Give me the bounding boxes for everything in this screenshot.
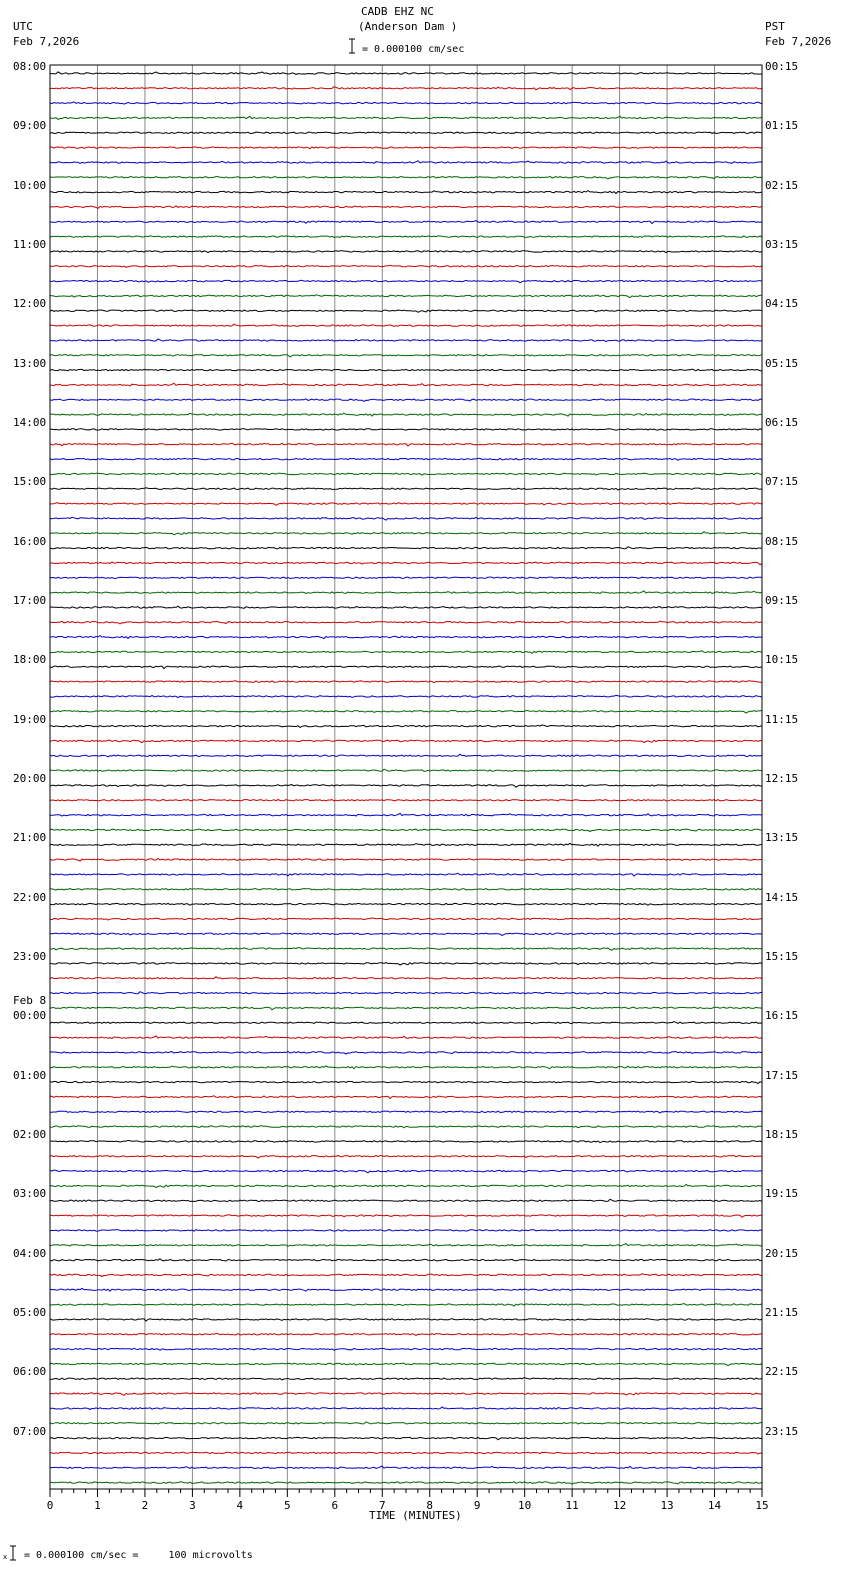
seismic-trace	[50, 800, 762, 801]
pst-hour-label: 23:15	[765, 1425, 799, 1438]
seismic-trace	[50, 577, 762, 578]
seismic-trace	[50, 1199, 762, 1201]
seismic-trace	[50, 251, 762, 253]
seismic-trace	[50, 221, 762, 224]
seismic-trace	[50, 1111, 762, 1113]
seismic-trace	[50, 785, 762, 788]
seismic-trace	[50, 562, 762, 565]
seismic-trace	[50, 1259, 762, 1261]
seismic-trace	[50, 399, 762, 402]
x-tick-label: 6	[331, 1499, 339, 1512]
pst-hour-label: 14:15	[765, 891, 799, 904]
seismic-trace	[50, 1437, 762, 1439]
seismic-trace	[50, 161, 762, 164]
seismic-trace	[50, 1081, 762, 1083]
seismic-trace	[50, 948, 762, 951]
utc-hour-label: 08:00	[13, 60, 47, 73]
utc-hour-label: 20:00	[13, 772, 47, 785]
pst-hour-label: 15:15	[765, 950, 799, 963]
seismic-trace	[50, 695, 762, 697]
seismic-trace	[50, 711, 762, 714]
x-tick-label: 9	[473, 1499, 481, 1512]
left-time-zone: UTC	[13, 20, 33, 33]
seismic-trace	[50, 918, 762, 920]
x-tick-label: 3	[189, 1499, 196, 1512]
seismic-trace	[50, 339, 762, 342]
seismic-trace	[50, 889, 762, 891]
utc-hour-label: 00:00	[13, 1009, 47, 1022]
x-tick-label: 0	[46, 1499, 54, 1512]
seismic-trace	[50, 383, 762, 386]
pst-hour-label: 08:15	[765, 535, 799, 548]
x-tick-label: 12	[612, 1499, 627, 1512]
pst-hour-label: 18:15	[765, 1128, 799, 1141]
seismic-trace	[50, 1036, 762, 1039]
seismic-trace	[50, 606, 762, 608]
seismic-trace	[50, 176, 762, 179]
x-tick-label: 13	[660, 1499, 674, 1512]
seismic-trace	[50, 369, 762, 371]
pst-hour-label: 09:15	[765, 594, 799, 607]
x-tick-label: 1	[94, 1499, 101, 1512]
seismic-trace	[50, 147, 762, 149]
pst-hour-label: 16:15	[765, 1009, 799, 1022]
pst-hour-label: 11:15	[765, 713, 799, 726]
utc-hour-label: 01:00	[13, 1069, 47, 1082]
seismic-trace	[50, 1096, 762, 1099]
pst-hour-label: 17:15	[765, 1069, 799, 1082]
seismic-trace	[50, 1407, 762, 1410]
seismic-trace	[50, 1066, 762, 1069]
pst-hour-label: 01:15	[765, 119, 799, 132]
x-tick-label: 4	[236, 1499, 244, 1512]
svg-text:x: x	[3, 1553, 8, 1561]
pst-hour-label: 20:15	[765, 1247, 799, 1260]
seismic-trace	[50, 873, 762, 876]
seismic-trace	[50, 754, 762, 757]
seismic-trace	[50, 1319, 762, 1321]
left-start-date: Feb 7,2026	[13, 35, 80, 48]
seismic-trace	[50, 1348, 762, 1350]
x-tick-label: 8	[426, 1499, 434, 1512]
scale-label: = 0.000100 cm/sec	[362, 44, 465, 55]
seismic-trace	[50, 1482, 762, 1485]
utc-hour-label: 19:00	[13, 713, 47, 726]
scale-bar-icon	[348, 38, 356, 54]
seismic-trace	[50, 429, 762, 430]
seismic-trace	[50, 473, 762, 475]
seismic-trace	[50, 1170, 762, 1173]
seismic-trace	[50, 413, 762, 416]
seismic-trace	[50, 132, 762, 134]
seismic-trace	[50, 681, 762, 683]
seismic-trace	[50, 191, 762, 194]
seismic-trace	[50, 769, 762, 771]
x-tick-label: 15	[755, 1499, 769, 1512]
seismic-trace	[50, 355, 762, 357]
seismic-trace	[50, 843, 762, 846]
seismic-trace	[50, 963, 762, 965]
utc-hour-label: 22:00	[13, 891, 47, 904]
seismic-trace	[50, 621, 762, 624]
seismic-trace	[50, 903, 762, 905]
seismic-trace	[50, 1184, 762, 1187]
pst-hour-label: 00:15	[765, 60, 799, 73]
seismic-trace	[50, 1215, 762, 1218]
seismic-trace	[50, 1422, 762, 1424]
x-tick-label: 11	[565, 1499, 579, 1512]
seismic-trace	[50, 1304, 762, 1307]
seismic-trace	[50, 265, 762, 267]
seismic-trace	[50, 295, 762, 298]
seismic-trace	[50, 725, 762, 727]
x-tick-label: 7	[378, 1499, 386, 1512]
seismic-trace	[50, 1452, 762, 1454]
pst-hour-label: 02:15	[765, 179, 799, 192]
seismic-trace	[50, 651, 762, 654]
utc-hour-label: 16:00	[13, 535, 47, 548]
seismic-trace	[50, 591, 762, 594]
utc-hour-label: 10:00	[13, 179, 47, 192]
seismic-trace	[50, 666, 762, 668]
x-tick-label: 2	[141, 1499, 149, 1512]
utc-hour-label: 14:00	[13, 416, 47, 429]
utc-hour-label: 03:00	[13, 1187, 47, 1200]
seismic-trace	[50, 992, 762, 995]
seismic-trace	[50, 1334, 762, 1336]
seismic-trace	[50, 324, 762, 326]
pst-hour-label: 22:15	[765, 1365, 799, 1378]
seismic-trace	[50, 206, 762, 209]
seismic-trace	[50, 87, 762, 90]
seismic-trace	[50, 1140, 762, 1142]
utc-hour-label: 05:00	[13, 1306, 47, 1319]
pst-hour-label: 21:15	[765, 1306, 799, 1319]
utc-hour-label: 06:00	[13, 1365, 47, 1378]
station-title: CADB EHZ NC	[361, 5, 434, 18]
seismic-trace	[50, 503, 762, 505]
right-time-zone: PST	[765, 20, 785, 33]
pst-hour-label: 03:15	[765, 238, 799, 251]
pst-hour-label: 07:15	[765, 475, 799, 488]
pst-hour-label: 12:15	[765, 772, 799, 785]
seismic-trace	[50, 116, 762, 119]
seismic-trace	[50, 1156, 762, 1159]
utc-hour-label: 18:00	[13, 653, 47, 666]
utc-hour-label: 17:00	[13, 594, 47, 607]
utc-hour-label: 12:00	[13, 297, 47, 310]
utc-hour-label: 23:00	[13, 950, 47, 963]
utc-hour-label: 21:00	[13, 831, 47, 844]
seismic-trace	[50, 517, 762, 520]
seismic-trace	[50, 813, 762, 816]
footer-scale-label: = 0.000100 cm/sec = 100 microvolts	[24, 1550, 253, 1561]
seismic-trace	[50, 1126, 762, 1128]
seismic-trace	[50, 458, 762, 460]
seismic-trace	[50, 1274, 762, 1277]
seismic-trace	[50, 1288, 762, 1291]
utc-hour-label: 15:00	[13, 475, 47, 488]
x-tick-label: 14	[707, 1499, 722, 1512]
seismic-trace	[50, 280, 762, 282]
seismic-trace	[50, 1230, 762, 1231]
utc-hour-label: 09:00	[13, 119, 47, 132]
pst-hour-label: 19:15	[765, 1187, 799, 1200]
seismic-trace	[50, 859, 762, 862]
seismic-trace	[50, 636, 762, 639]
utc-hour-label: 13:00	[13, 357, 47, 370]
seismic-traces	[50, 72, 762, 1484]
seismic-trace	[50, 829, 762, 832]
seismic-trace	[50, 740, 762, 743]
seismic-trace	[50, 1393, 762, 1396]
seismic-trace	[50, 236, 762, 238]
seismic-trace	[50, 532, 762, 535]
seismic-trace	[50, 1378, 762, 1380]
seismic-trace	[50, 1466, 762, 1469]
utc-hour-label: 04:00	[13, 1247, 47, 1260]
seismic-trace	[50, 443, 762, 446]
x-tick-label: 10	[518, 1499, 532, 1512]
seismic-trace	[50, 933, 762, 936]
pst-hour-label: 05:15	[765, 357, 799, 370]
pst-hour-label: 10:15	[765, 653, 799, 666]
x-axis-title: TIME (MINUTES)	[369, 1509, 462, 1522]
seismic-trace	[50, 1007, 762, 1010]
seismic-trace	[50, 1052, 762, 1055]
seismic-trace	[50, 488, 762, 490]
seismic-trace	[50, 72, 762, 75]
pst-hour-label: 06:15	[765, 416, 799, 429]
seismic-trace	[50, 1363, 762, 1366]
right-start-date: Feb 7,2026	[765, 35, 832, 48]
seismic-trace	[50, 310, 762, 312]
date-change-label: Feb 8	[13, 994, 47, 1007]
pst-hour-label: 13:15	[765, 831, 799, 844]
seismic-trace	[50, 977, 762, 979]
seismic-trace	[50, 102, 762, 104]
x-tick-label: 5	[284, 1499, 291, 1512]
pst-hour-label: 04:15	[765, 297, 799, 310]
seismic-trace	[50, 1244, 762, 1247]
seismic-trace	[50, 1022, 762, 1024]
seismic-trace	[50, 547, 762, 549]
utc-hour-label: 02:00	[13, 1128, 47, 1141]
footer-scale-bar-icon	[3, 1545, 17, 1561]
utc-hour-label: 11:00	[13, 238, 47, 251]
utc-hour-label: 07:00	[13, 1425, 47, 1438]
station-location: (Anderson Dam )	[358, 20, 458, 33]
